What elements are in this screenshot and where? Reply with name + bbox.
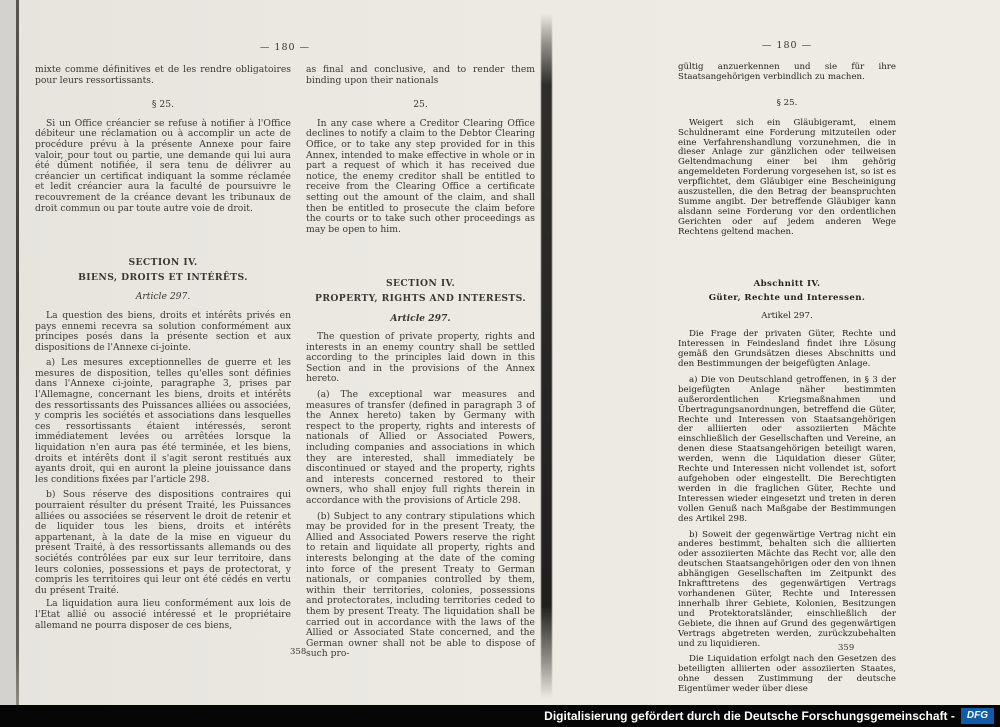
page-header-right: — 180 — — [761, 40, 813, 51]
dfg-logo: DFG — [961, 708, 994, 724]
paragraph: a) Les mesures exceptionnelles de guerre et les mesures de disposition, telles qu'elles sont définies dans l'Annexe ci-jointe, paragraphe 3, prises par l'Allemagne, concernant les biens, droits et intérêts des ressortissants des Puissances alliées ou associées, y compris les sociétés et associations dans lesquelles ces ressortissants étaient intéressés, seront immédiatement levées ou arrêtées lorsque la liquidation n'en aura pas été terminée, et les biens, droits et intérêts dont il s'agit seront restitués aux ayants droit, qui en auront la pleine jouissance dans les conditions fixées par l'article 298. — [35, 357, 291, 485]
paragraph-continuation: mixte comme définitives et de les rendre obligatoires pour leurs ressortissants. — [35, 64, 291, 86]
footer-text: Digitalisierung gefördert durch die Deutsche Forschungsgemeinschaft - — [544, 709, 955, 723]
paragraph: Weigert sich ein Gläubigeramt, einem Schuldneramt eine Forderung mitzuteilen oder eine Verfahrenshandlung vorzunehmen, die in dieser Anlage zur gänzlichen oder teilweisen Geltendmachung einer bei ihm gehörig angemeldeten Forderung vorgesehen ist, so ist es verpflichtet, dem Gläubiger eine Bescheinigung auszustellen, die den Betrag der beanspruchten Summe angibt. Der betreffende Gläubiger kann alsdann seine Forderung vor den ordentlichen Gerichten oder auf jedem anderen Wege Rechtens geltend machen. — [678, 117, 896, 237]
page-header-left: — 180 — — [259, 42, 311, 53]
paragraph: b) Sous réserve des dispositions contraires qui pourraient résulter du présent Traité, les Puissances alliées ou associées se réservent le droit de retenir et de liquider tous les biens, droits et intérêts appartenant, à la date de la mise en vigueur du présent Traité, à des ressortissants allemands ou des sociétés contrôlées par eux sur leur territoire, dans leurs colonies, possessions et pays de protectorat, y compris les territoires qui leur ont été cédés en vertu du présent Traité. — [35, 489, 291, 596]
section-heading: Abschnitt IV. — [753, 278, 821, 289]
article-heading: Artikel 297. — [761, 311, 813, 322]
section-heading: SECTION IV. — [128, 257, 198, 269]
two-column-text — [0, 53, 541, 660]
section-subtitle: PROPERTY, RIGHTS AND INTERESTS. — [315, 292, 526, 304]
paragraph: Si un Office créancier se refuse à notifier à l'Office débiteur une réclamation ou à accomplir un acte de procédure prévu à la présente Annexe pour faire valoir, pour tout ou partie, une demande qui lui aura été dûment notifiée, il sera tenu de délivrer au créancier un certificat indiquant la somme réclamée et ledit créancier aura la faculté de poursuivre le recouvrement de la créance devant les tribunaux de droit commun ou par toute autre voie de droit. — [35, 117, 291, 214]
paragraph: The question of private property, rights and interests in an enemy country shall be settled according to the principles laid down in this Section and in the provisions of the Annex hereto. — [306, 331, 535, 385]
column-french — [35, 65, 291, 660]
paragraph: In any case where a Creditor Clearing Office declines to notify a claim to the Debtor Clearing Office, or to take any step provided for in this Annex, intended to make effective in whole or in part a request of which it has received due notice, the enemy creditor shall be entitled to receive from the Clearing Office a certificate setting out the amount of the claim, and shall then be entitled to prosecute the claim before the courts or to take such other proceedings as may be open to him. — [306, 117, 535, 235]
page-left — [0, 0, 541, 660]
paragraph: La liquidation aura lieu conformément aux lois de l'Etat allié ou associé intéressé et le propriétaire allemand ne pourra disposer de ces biens, — [35, 598, 291, 631]
paragraph: Die Liquidation erfolgt nach den Gesetzen des beteiligten alliierten oder assoziierten Staates, ohne dessen Zustimmung der deutsche Eigentümer weder über diese — [678, 654, 896, 695]
page-number-right: 359 — [838, 643, 855, 653]
column-english — [306, 65, 535, 660]
paragraph: b) Soweit der gegenwärtige Vertrag nicht ein anderes bestimmt, behalten sich die alliierten oder assoziierten Mächte das Recht vor, alle den deutschen Staatsangehörigen oder den von ihnen abhängigen Gesellschaften im Zeitpunkt des Inkrafttretens des gegenwärtigen Vertrags vorhandenen Güter, Rechte und Interessen innerhalb ihrer Gebiete, Kolonien, Besitzungen und Protektoratsländer, einschließlich der Gebiete, die ihnen auf Grund des gegenwärtigen Vertrags abgetreten werden, zurückzubehalten und zu liquidieren. — [678, 529, 896, 649]
paragraph-continuation: gültig anzuerkennen und sie für ihre Staatsangehörigen verbindlich zu machen. — [678, 62, 896, 82]
page-number-left: 358 — [290, 647, 307, 657]
section-mark: 25. — [413, 99, 428, 111]
paragraph: Die Frage der privaten Güter, Rechte und Interessen in Feindesland findet ihre Lösung gemäß den Grundsätzen dieses Abschnitts und den Bestimmungen der beigefügten Anlage. — [678, 329, 896, 370]
digitization-footer — [0, 705, 1000, 727]
paragraph: (a) The exceptional war measures and measures of transfer (defined in paragraph 3 of the Annex hereto) taken by Germany with respect to the property, rights and interests of nationals of Allied or Associated Powers, including companies and associations in which they are interested, shall immediately be discontinued or stayed and the property, rights and interests concerned restored to their owners, who shall enjoy full rights therein in accordance with the provisions of Article 298. — [306, 389, 535, 506]
paragraph: La question des biens, droits et intérêts privés en pays ennemi recevra sa solution conformément aux principes posés dans la présente section et aux dispositions de l'Annexe ci-jointe. — [35, 309, 291, 353]
column-german — [678, 63, 896, 695]
article-heading: Article 297. — [135, 291, 191, 303]
article-heading: Article 297. — [390, 312, 451, 324]
section-heading: SECTION IV. — [385, 278, 456, 290]
paragraph-continuation: as final and conclusive, and to render them binding upon their nationals — [306, 64, 535, 86]
section-mark: § 25. — [776, 97, 798, 108]
page-right — [552, 0, 1000, 695]
paragraph: a) Die von Deutschland getroffenen, in § 3 der beigefügten Anlage näher bestimmten außerordentlichen Kriegsmaßnahmen und Übertragungsanordnungen, betreffend die Güter, Rechte und Interessen von Staatsangehörigen der alliierten oder assoziierten Mächte einschließlich der Gesellschaften und Vereine, an denen diese Staatsangehörigen beteiligt waren, werden, wenn die Liquidation dieser Güter, Rechte und Interessen nicht vollendet ist, sofort aufgehoben oder eingestellt. Die Berechtigten werden in die fraglichen Güter, Rechte und Interessen wieder eingesetzt und treten in deren vollen Genuß nach Maßgabe der Bestimmungen des Artikel 298. — [678, 374, 896, 524]
section-mark: § 25. — [151, 99, 175, 111]
section-subtitle: BIENS, DROITS ET INTÉRÊTS. — [78, 271, 248, 283]
gutter-shadow — [541, 0, 552, 705]
paragraph: (b) Subject to any contrary stipulations which may be provided for in the present Treaty, the Allied and Associated Powers reserve the right to retain and liquidate all property, rights and interests belonging at the date of the coming into force of the present Treaty to German nationals, or companies controlled by them, within their territories, colonies, possessions and protectorates, including territories ceded to them by present Treaty. The liquidation shall be carried out in accordance with the laws of the Allied or Associated State concerned, and the German owner shall not be able to dispose of such pro- — [306, 510, 535, 660]
section-subtitle: Güter, Rechte und Interessen. — [708, 292, 866, 303]
